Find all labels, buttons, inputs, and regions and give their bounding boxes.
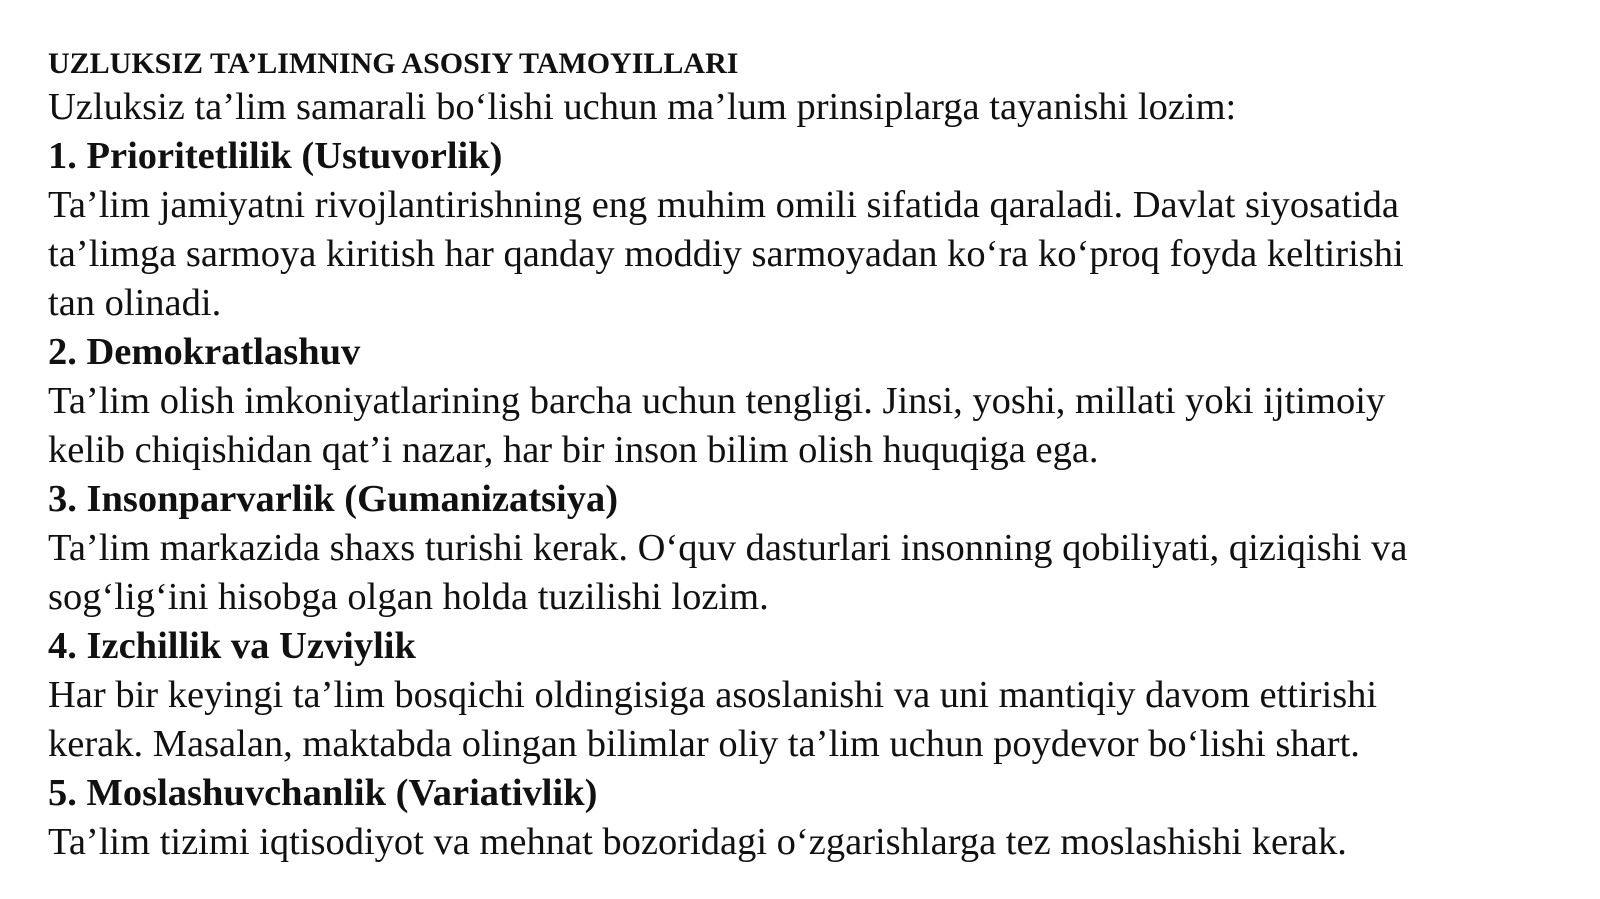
section-body xyxy=(48,671,1548,769)
body-line: tan olinadi. xyxy=(48,282,222,324)
body-line: kerak. Masalan, maktabda olingan bilimlar oliy ta’lim uchun poydevor bo‘lishi shart. xyxy=(48,723,1360,765)
body-line: ta’limga sarmoya kiritish har qanday moddiy sarmoyadan ko‘ra ko‘proq foyda keltirishi xyxy=(48,233,1404,275)
section-body xyxy=(48,377,1548,475)
section-prioritetlilik xyxy=(48,132,1548,328)
section-insonparvarlik xyxy=(48,475,1548,622)
section-body xyxy=(48,181,1548,328)
body-line: Ta’lim tizimi iqtisodiyot va mehnat bozoridagi o‘zgarishlarga tez moslashishi kerak. xyxy=(48,821,1347,863)
body-line: sog‘lig‘ini hisobga olgan holda tuzilishi lozim. xyxy=(48,576,769,618)
section-heading: 3. Insonparvarlik (Gumanizatsiya) xyxy=(48,478,619,520)
body-line: Ta’lim jamiyatni rivojlantirishning eng muhim omili sifatida qaraladi. Davlat siyosatida xyxy=(48,184,1399,226)
section-heading: 1. Prioritetlilik (Ustuvorlik) xyxy=(48,135,503,177)
section-heading: 2. Demokratlashuv xyxy=(48,331,361,373)
section-heading: 5. Moslashuvchanlik (Variativlik) xyxy=(48,772,598,814)
section-heading: 4. Izchillik va Uzviylik xyxy=(48,625,416,667)
section-body xyxy=(48,524,1548,622)
section-izchillik xyxy=(48,622,1548,769)
document-page xyxy=(48,44,1548,867)
body-line: Har bir keyingi ta’lim bosqichi oldingisiga asoslanishi va uni mantiqiy davom ettirishi xyxy=(48,674,1378,716)
body-line: Ta’lim markazida shaxs turishi kerak. O‘quv dasturlari insonning qobiliyati, qiziqishi va xyxy=(48,527,1408,569)
document-title: UZLUKSIZ TA’LIMNING ASOSIY TAMOYILLARI xyxy=(48,47,739,80)
body-line: Ta’lim olish imkoniyatlarining barcha uchun tengligi. Jinsi, yoshi, millati yoki ijtimoiy xyxy=(48,380,1386,422)
section-demokratlashuv xyxy=(48,328,1548,475)
section-moslashuvchanlik xyxy=(48,769,1548,867)
body-line: kelib chiqishidan qat’i nazar, har bir inson bilim olish huquqiga ega. xyxy=(48,429,1099,471)
intro-paragraph: Uzluksiz ta’lim samarali bo‘lishi uchun ma’lum prinsiplarga tayanishi lozim: xyxy=(48,86,1237,128)
section-body xyxy=(48,818,1548,867)
